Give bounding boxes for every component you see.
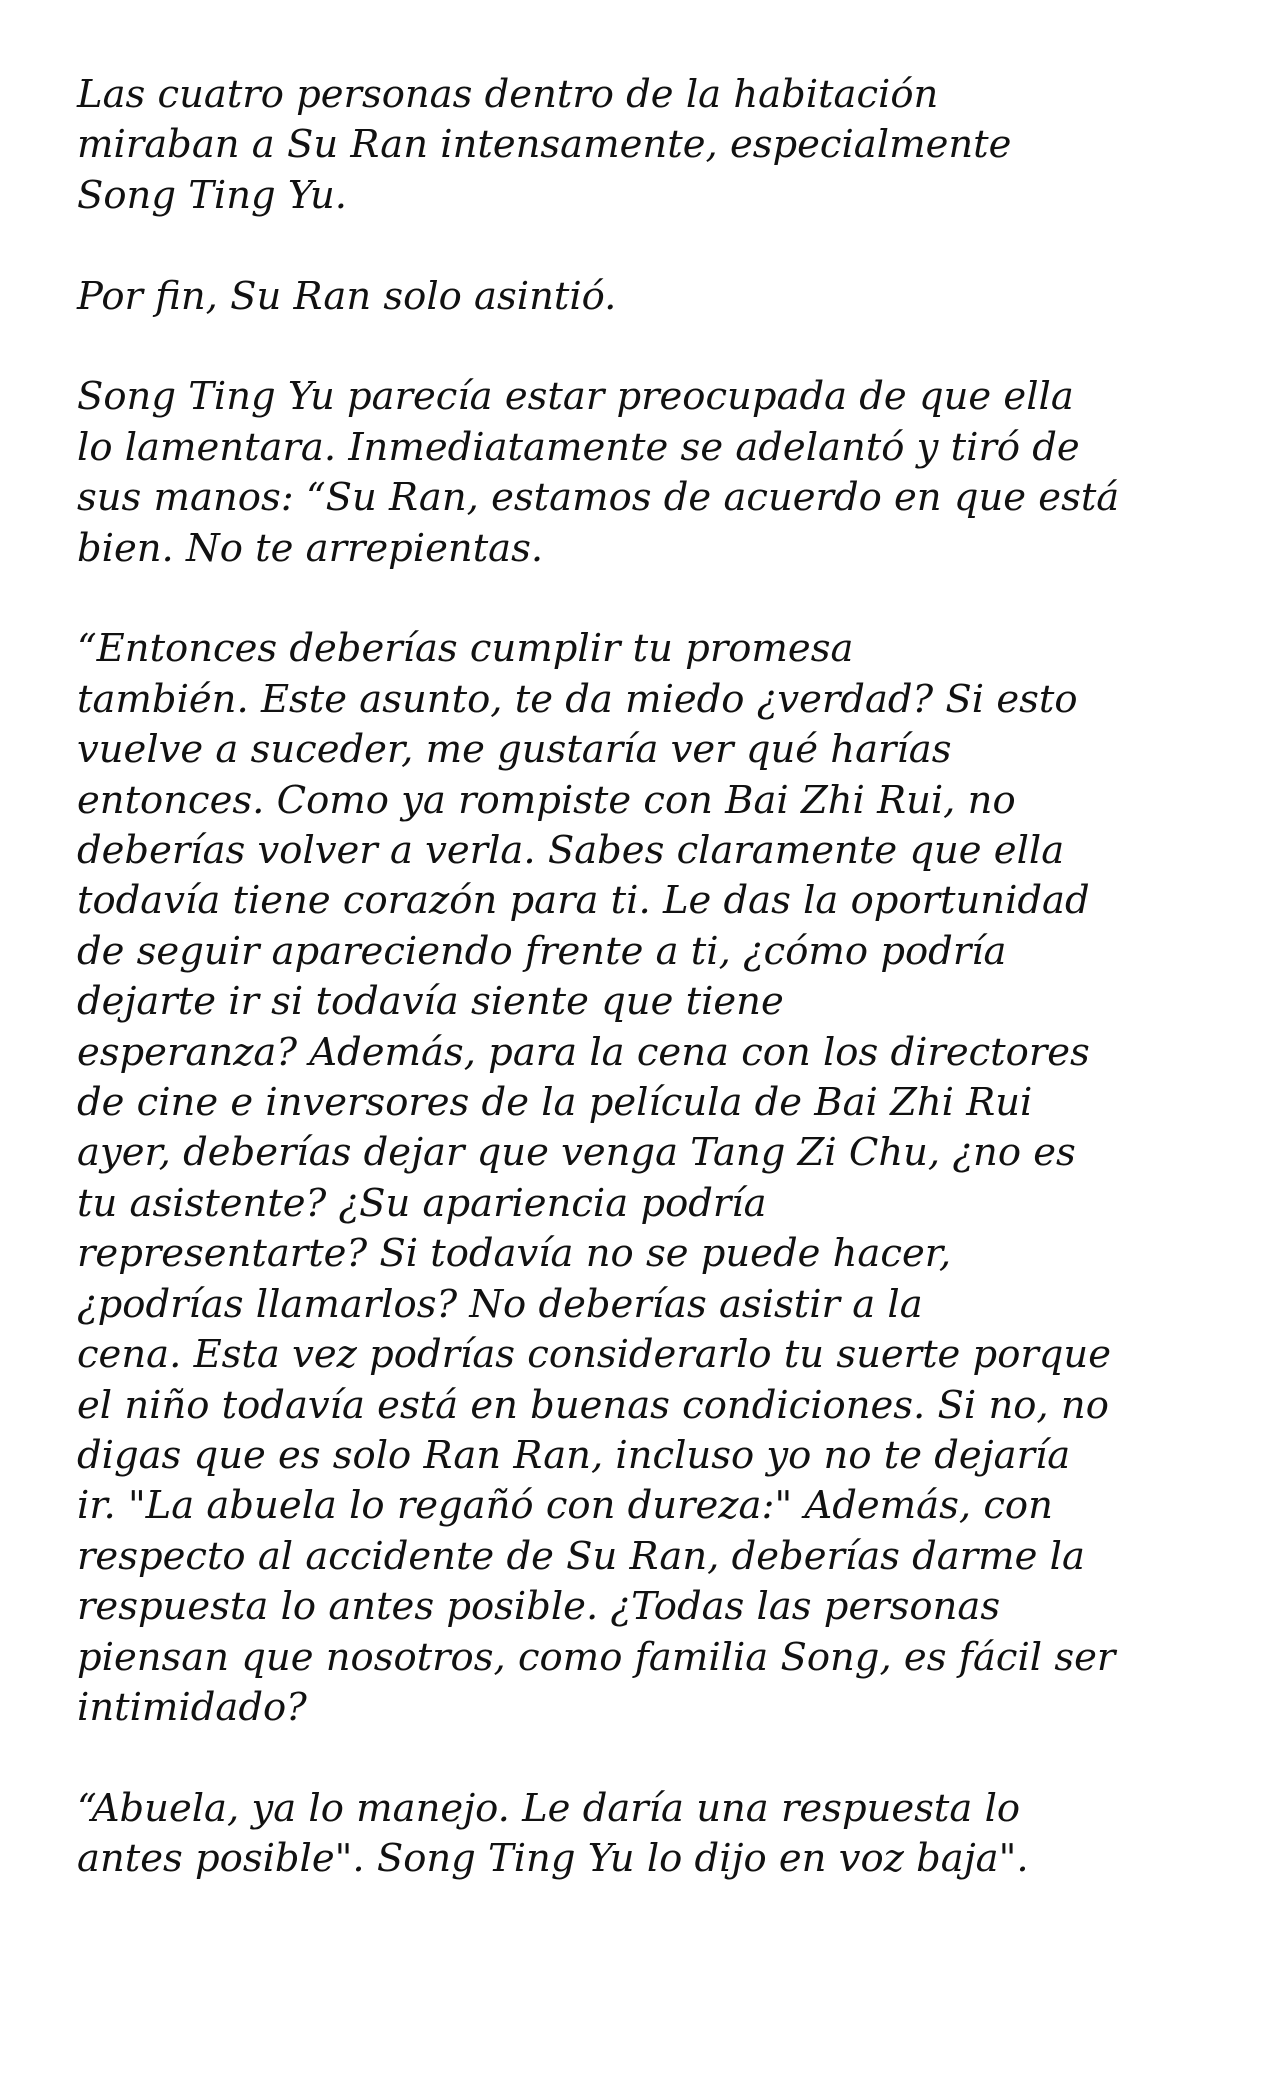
text-line: tu asistente? ¿Su apariencia podría [77,1180,767,1226]
text-line: Por fin, Su Ran solo asintió. [77,273,617,319]
text-line: de seguir apareciendo frente a ti, ¿cómo podría [77,928,1007,974]
text-line: digas que es solo Ran Ran, incluso yo no te dejaría [77,1432,1071,1478]
paragraph-3 [77,372,1217,574]
text-line: sus manos: “Su Ran, estamos de acuerdo en que está [77,475,1120,521]
text-line: “Entonces deberías cumplir tu promesa [77,626,854,672]
text-line: Las cuatro personas dentro de la habitación [77,72,939,117]
text-line: lo lamentara. Inmediatamente se adelantó y tiró de [77,424,1080,470]
text-line: dejarte ir si todavía siente que tiene [77,979,784,1025]
paragraph-1 [77,70,1217,221]
text-line: piensan que nosotros, como familia Song, es fácil ser [77,1634,1116,1680]
text-line: el niño todavía está en buenas condiciones. Si no, no [77,1382,1109,1428]
text-line: ayer, deberías dejar que venga Tang Zi Chu, ¿no es [77,1130,1076,1176]
document-page [77,70,1217,1935]
text-line: cena. Esta vez podrías considerarlo tu suerte porque [77,1332,1112,1378]
text-line: todavía tiene corazón para ti. Le das la oportunidad [77,878,1090,924]
text-line: vuelve a suceder, me gustaría ver qué harías [77,727,952,773]
text-line: esperanza? Además, para la cena con los directores [77,1029,1090,1075]
text-line: bien. No te arrepientas. [77,525,544,571]
text-line: entonces. Como ya rompiste con Bai Zhi Rui, no [77,777,1016,823]
text-line: de cine e inversores de la película de Bai Zhi Rui [77,1080,1033,1126]
paragraph-5 [77,1784,1217,1885]
text-line: “Abuela, ya lo manejo. Le daría una respuesta lo [77,1785,1021,1831]
text-line: ir. "La abuela lo regañó con dureza:" Además, con [77,1483,1053,1529]
text-line: deberías volver a verla. Sabes claramente que ella [77,828,1065,874]
text-line: miraban a Su Ran intensamente, especialmente [77,122,1012,168]
text-line: Song Ting Yu. [77,172,348,218]
paragraph-2 [77,272,1217,322]
text-line: respecto al accidente de Su Ran, deberías darme la [77,1533,1085,1579]
paragraph-4 [77,624,1217,1733]
text-line: intimidado? [77,1684,307,1730]
text-line: también. Este asunto, te da miedo ¿verdad? Si esto [77,676,1078,722]
text-line: representarte? Si todavía no se puede hacer, [77,1231,952,1277]
text-line: antes posible". Song Ting Yu lo dijo en voz baja". [77,1836,1029,1882]
text-line: ¿podrías llamarlos? No deberías asistir a la [77,1281,923,1327]
text-line: respuesta lo antes posible. ¿Todas las personas [77,1584,1001,1630]
text-line: Song Ting Yu parecía estar preocupada de que ella [77,374,1074,420]
